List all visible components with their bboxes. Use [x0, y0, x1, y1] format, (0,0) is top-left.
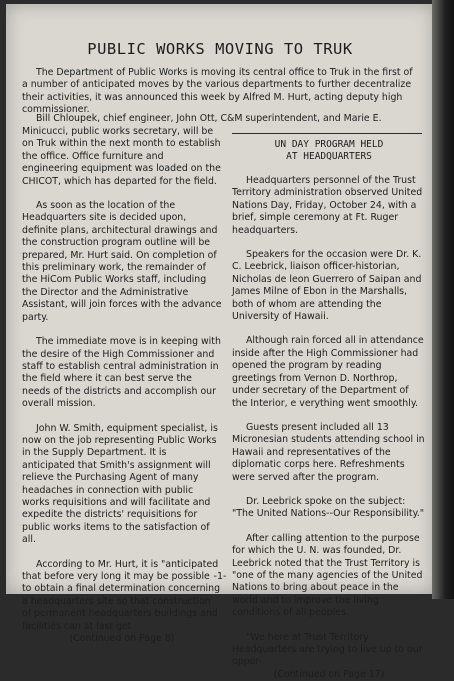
full-line-text: Bill Chloupek, chief engineer, John Ott, C&M superintendent, and Marie E.	[36, 113, 382, 124]
right-paragraph-3: Although rain forced all in attendance inside after the High Commissioner had opened the program by reading greetings from Vernon D. Northrop, under secretary of the Department of the Interior, e verything went smoothly.	[232, 335, 424, 409]
full-width-line	[22, 113, 420, 125]
left-paragraph-1: Minicucci, public works secretary, will be on Truk within the next month to establish the office. Office furniture and engineering equipment was loaded on the CHICOT, which has departed for the field.	[22, 126, 221, 187]
left-paragraph-5: According to Mr. Hurt, it is "anticipated that before very long it may be possible to obtain a final determination concerning a headquarters site so that construction of permanent headquarters buildings and facilities can at last get	[22, 558, 221, 632]
left-paragraph-3: The immediate move is in keeping with the desire of the High Commissioner and staff to establish central administration in the field where it can best serve the needs of the districts and accomplish our overall mission.	[22, 336, 221, 410]
left-paragraph-2: As soon as the location of the Headquarters site is decided upon, definite plans, architectural drawings and the construction program outline will be prepared, Mr. Hurt said. On completion of this preliminary work, the remainder of the HiCom Public Works staff, including the Director and the Administrative Assistant, will join forces with the advance party.	[22, 200, 222, 323]
document-page	[6, 4, 434, 680]
right-paragraph-4: Guests present included all 13 Micronesian students attending school in Hawaii and representatives of the diplomatic corps here. Refreshments were served after the program.	[232, 421, 425, 483]
right-paragraph-6: After calling attention to the purpose for which the U. N. was founded, Dr. Leebrick noted that the Trust Territory is "one of the many agencies of the United Nations to bring about peace in the world and to improve the living conditions of all peoples.	[232, 532, 423, 619]
heading-line-1: UN DAY PROGRAM HELD	[274, 139, 384, 150]
heading-line-2: AT HEADQUARTERS	[286, 151, 372, 162]
right-continued-note: (Continued on Page 17)	[273, 668, 385, 680]
intro-text: The Department of Public Works is moving its central office to Truk in the first of a number of anticipated moves by the various departments to further decentralize their activities, it was announced this week by Alfred M. Hurt, acting deputy high commissioner.	[22, 67, 413, 116]
left-continued-note: (Continued on Page 8)	[69, 633, 175, 645]
right-paragraph-2: Speakers for the occasion were Dr. K. C. Leebrick, liaison officer-historian, Nicholas de leon Guerrero of Saipan and James Milne of Ebon in the Marshalls, both of whom are attending the University of Hawaii.	[232, 249, 422, 323]
right-paragraph-1: Headquarters personnel of the Trust Territory administration observed United Nations Day, Friday, October 24, with a brief, simple ceremony at Ft. Ruger headquarters.	[232, 175, 423, 236]
heading-rule	[232, 133, 422, 134]
right-paragraph-5: Dr. Leebrick spoke on the subject: "The United Nations--Our Responsibility."	[232, 495, 425, 520]
article-title: PUBLIC WORKS MOVING TO TRUK	[87, 40, 353, 58]
left-column	[22, 126, 222, 645]
left-paragraph-4: John W. Smith, equipment specialist, is now on the job representing Public Works in the Supply Department. It is anticipated that Smith's assignment will relieve the Purchasing Agent of many headaches in connection with public works requisitions and will facilitate and expedite the districts' requisitions for public works items to the satisfaction of all.	[22, 422, 218, 546]
right-paragraph-7: "We here at Trust Territory Headquarters are trying to live up to our oppor-	[232, 631, 423, 668]
page-number: -1-	[213, 571, 227, 582]
sub-article-heading	[232, 139, 426, 163]
right-column	[232, 139, 426, 681]
book-binding-edge	[432, 0, 454, 599]
